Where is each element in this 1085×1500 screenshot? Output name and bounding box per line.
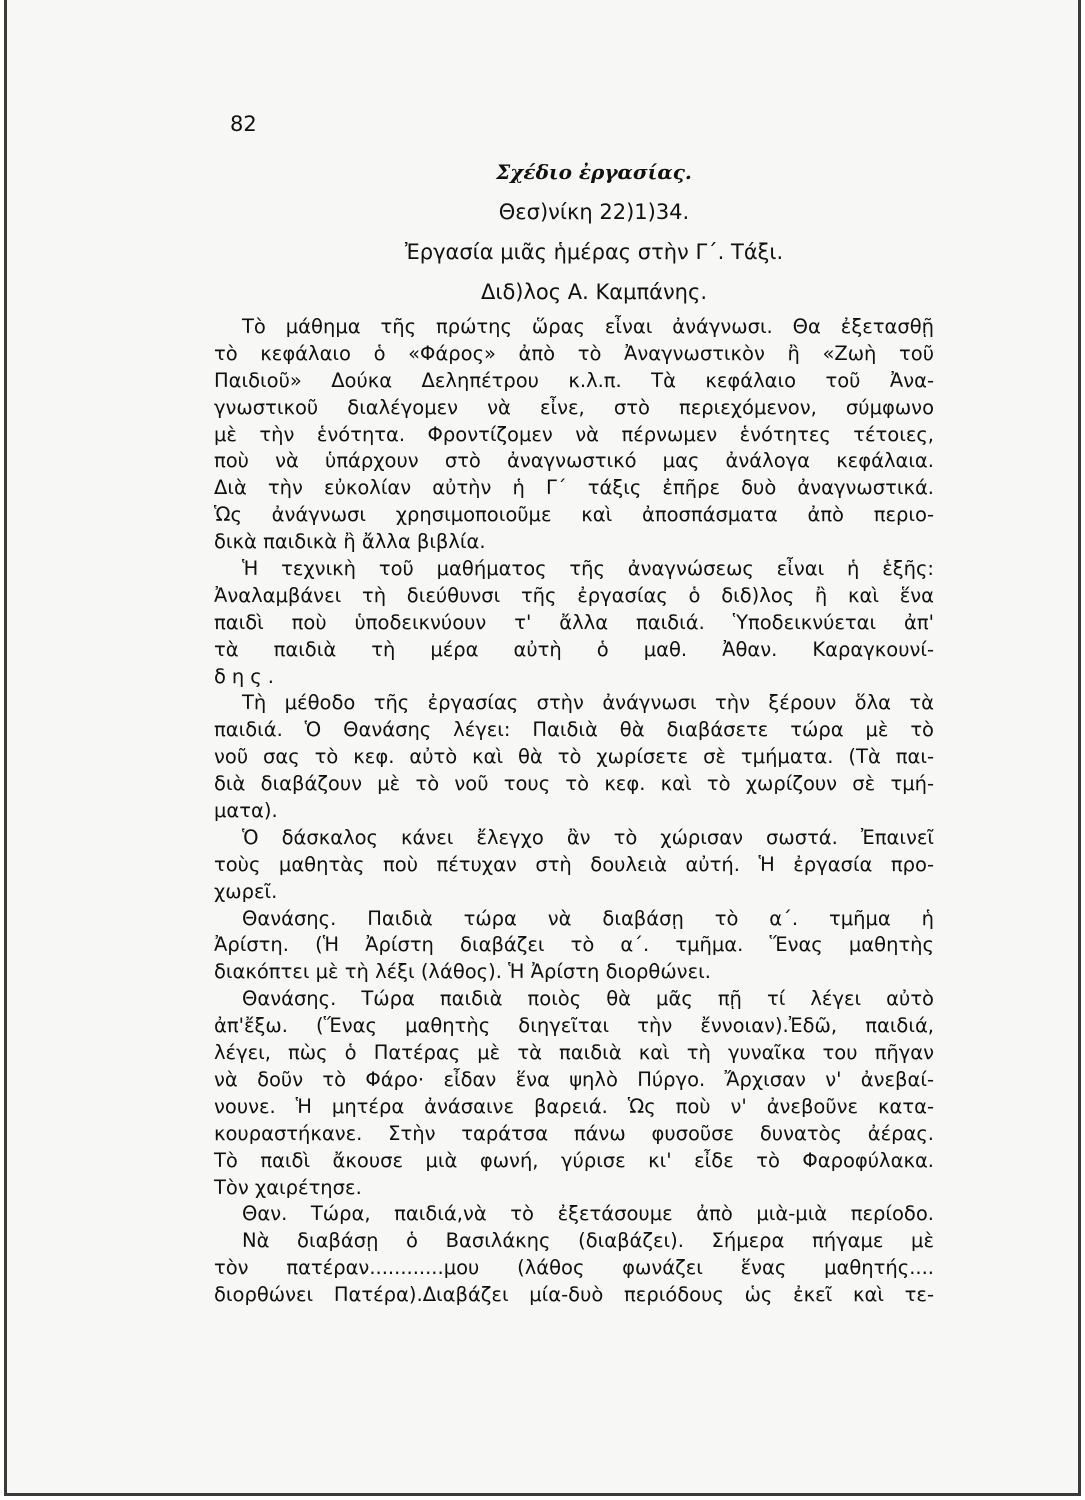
text-line: νὰ δοῦν τὸ Φάρο· εἶδαν ἕνα ψηλὸ Πύργο. Ἄρχισαν ν' ἀνεβαί-	[214, 1067, 934, 1091]
text-line: Ὡς ἀνάγνωσι χρησιμοποιοῦμε καὶ ἀποσπάσματα ἀπὸ περιο-	[214, 503, 934, 527]
heading: Σχέδιο ἐργασίας.	[496, 160, 692, 184]
text-line: Θανάσης. Τώρα παιδιὰ ποιὸς θὰ μᾶς πῇ τί λέγει αὐτὸ	[242, 987, 934, 1011]
text-line: παιδὶ ποὺ ὑποδεικνύουν τ' ἄλλα παιδιά. Ὑποδεικνύεται ἀπ'	[214, 610, 934, 634]
text-line: δικὰ παιδικὰ ἢ ἄλλα βιβλία.	[214, 530, 486, 554]
text-line: Ὁ δάσκαλος κάνει ἔλεγχο ἂν τὸ χώρισαν σωστά. Ἐπαινεῖ	[242, 825, 934, 849]
text-line: Τὴ μέθοδο τῆς ἐργασίας στὴν ἀνάγνωσι τὴν ξέρουν ὅλα τὰ	[242, 691, 934, 715]
text-line: παιδιά. Ὁ Θανάσης λέγει: Παιδιὰ θὰ διαβάσετε τώρα μὲ τὸ	[214, 718, 934, 742]
text-line: διορθώνει Πατέρα).Διαβάζει μία-δυὸ περιόδους ὡς ἐκεῖ καὶ τε-	[214, 1283, 934, 1307]
text-line: Θανάσης. Παιδιὰ τώρα νὰ διαβάσῃ τὸ α΄. τμῆμα ἡ	[242, 906, 934, 930]
text-line: Ἡ τεχνικὴ τοῦ μαθήματος τῆς ἀναγνώσεως εἶναι ἡ ἑξῆς:	[242, 557, 934, 581]
text-line: τὰ παιδιὰ τὴ μέρα αὐτὴ ὁ μαθ. Ἀθαν. Καραγκουνί-	[214, 637, 934, 661]
meta-teacher: Διδ)λος Α. Καμπάνης.	[480, 280, 707, 304]
text-line: χωρεῖ.	[214, 879, 278, 903]
meta-date: Θεσ)νίκη 22)1)34.	[498, 200, 690, 224]
text-line: Τὸν χαιρέτησε.	[214, 1175, 362, 1199]
text-line: Ἀρίστη. (Ἡ Ἀρίστη διαβάζει τὸ α΄. τμῆμα. Ἕνας μαθητὴς	[214, 933, 934, 957]
text-line: Διὰ τὴν εὐκολίαν αὐτὴν ἡ Γ΄ τάξις ἐπῆρε δυὸ ἀναγνωστικά.	[214, 476, 934, 500]
text-line: Παιδιοῦ» Δούκα Δεληπέτρου κ.λ.π. Τὰ κεφάλαιο τοῦ Ἀνα-	[214, 368, 934, 392]
document-page	[214, 106, 934, 1309]
text-line: μὲ τὴν ἑνότητα. Φροντίζομεν νὰ πέρνωμεν ἑνότητες τέτοιες,	[214, 422, 934, 446]
text-line: Ἀναλαμβάνει τὴ διεύθυνσι τῆς ἐργασίας ὁ διδ)λος ἢ καὶ ἕνα	[214, 583, 934, 607]
text-line: δης.	[214, 664, 280, 688]
page-number: 82	[230, 112, 257, 136]
text-line: Τὸ μάθημα τῆς πρώτης ὥρας εἶναι ἀνάγνωσι. Θα ἐξετασθῇ	[242, 315, 934, 338]
text-line: διακόπτει μὲ τὴ λέξι (λάθος). Ἡ Ἀρίστη διορθώνει.	[214, 960, 711, 984]
text-line: Τὸ παιδὶ ἄκουσε μιὰ φωνή, γύρισε κι' εἶδε τὸ Φαροφύλακα.	[214, 1148, 934, 1172]
text-line: νοῦ σας τὸ κεφ. αὐτὸ καὶ θὰ τὸ χωρίσετε σὲ τμήματα. (Τὰ παι-	[214, 745, 934, 769]
text-line: ποὺ νὰ ὑπάρχουν στὸ ἀναγνωστικό μας ἀνάλογα κεφάλαια.	[214, 449, 934, 473]
text-line: τὸ κεφάλαιο ὁ «Φάρος» ἀπὸ τὸ Ἀναγνωστικὸν ἢ «Ζωὴ τοῦ	[214, 341, 934, 365]
text-line: διὰ διαβάζουν μὲ τὸ νοῦ τους τὸ κεφ. καὶ τὸ χωρίζουν σὲ τμή-	[214, 772, 934, 796]
text-line: ἀπ'ἔξω. (Ἕνας μαθητὴς διηγεῖται τὴν ἔννοιαν).Ἐδῶ, παιδιά,	[214, 1014, 934, 1038]
body-text	[214, 314, 934, 1309]
text-line: κουραστήκανε. Στὴν ταράτσα πάνω φυσοῦσε δυνατὸς ἀέρας.	[214, 1121, 934, 1145]
text-line: γνωστικοῦ διαλέγομεν νὰ εἶνε, στὸ περιεχόμενον, σύμφωνο	[214, 395, 934, 419]
text-line: λέγει, πὼς ὁ Πατέρας μὲ τὰ παιδιὰ καὶ τὴ γυναῖκα του πῆγαν	[214, 1041, 934, 1065]
text-line: τὸν πατέραν............μου (λάθος φωνάζει ἕνας μαθητής....	[214, 1256, 934, 1280]
text-line: τοὺς μαθητὰς ποὺ πέτυχαν στὴ δουλειὰ αὐτή. Ἡ ἐργασία προ-	[214, 852, 934, 876]
text-line: Νὰ διαβάσῃ ὁ Βασιλάκης (διαβάζει). Σήμερα πήγαμε μὲ	[242, 1229, 934, 1253]
text-line: νουνε. Ἡ μητέρα ἀνάσαινε βαρειά. Ὡς ποὺ ν' ἀνεβοῦνε κατα-	[214, 1094, 934, 1118]
meta-subject: Ἐργασία μιᾶς ἡμέρας στὴν Γ΄. Τάξι.	[404, 240, 784, 264]
text-line: Θαν. Τώρα, παιδιά,νὰ τὸ ἐξετάσουμε ἀπὸ μιὰ-μιὰ περίοδο.	[242, 1202, 934, 1226]
text-line: ματα).	[214, 799, 278, 823]
